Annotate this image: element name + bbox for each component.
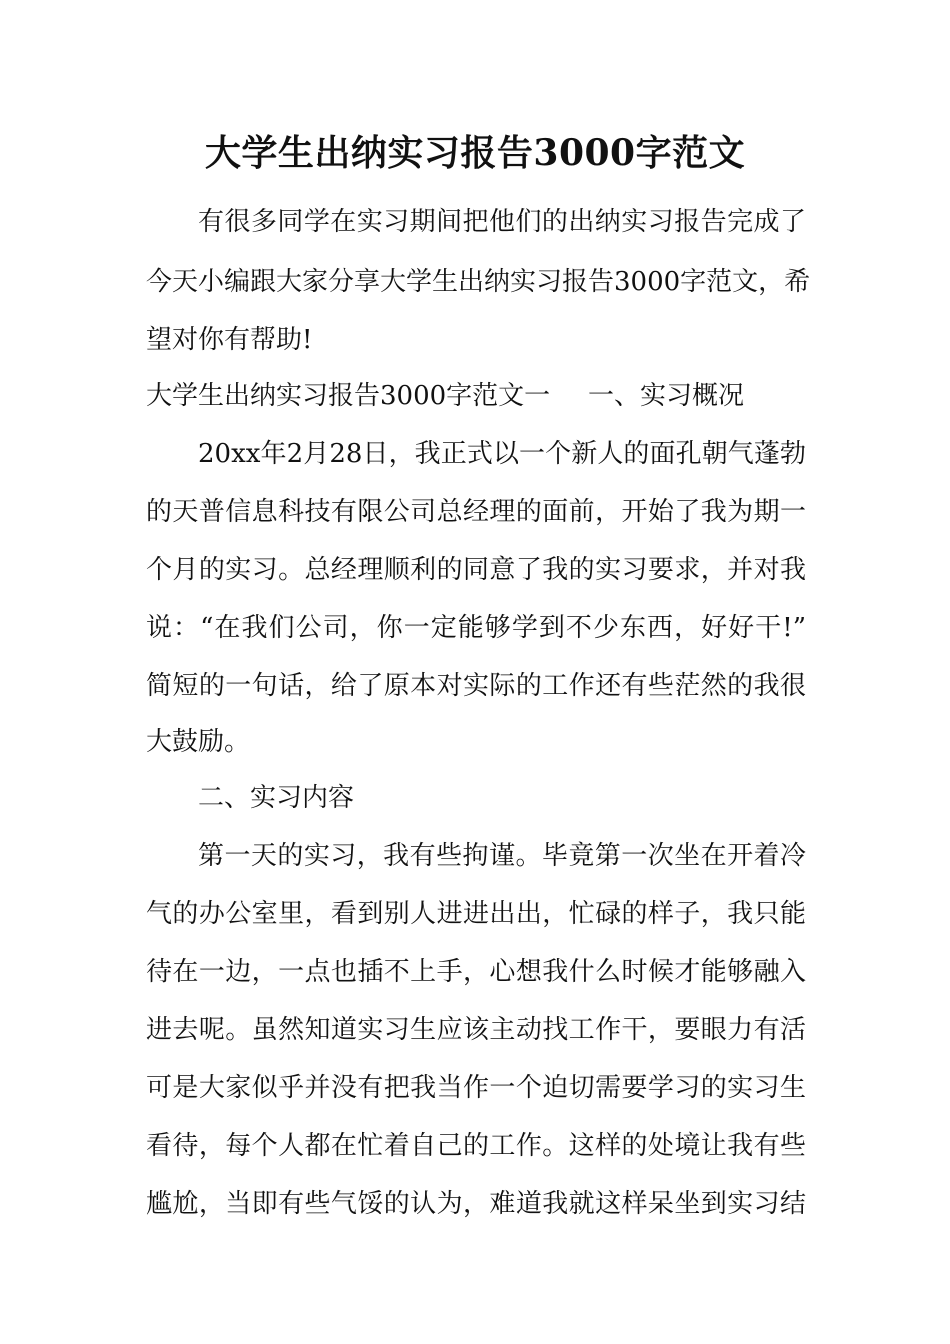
section-one-heading: 一、实习概况 [588,381,745,411]
content-line: 待在一边，一点也插不上手，心想我什么时候才能够融入 [146,957,806,987]
overview-line: 大鼓励。 [146,727,251,757]
overview-line: 20xx年2月28日，我正式以一个新人的面孔朝气蓬勃 [198,439,806,469]
content-line: 看待，每个人都在忙着自己的工作。这样的处境让我有些 [146,1131,806,1161]
intro-line: 有很多同学在实习期间把他们的出纳实习报告完成了 [198,207,806,237]
content-line: 第一天的实习，我有些拘谨。毕竟第一次坐在开着冷 [198,841,806,871]
content-line: 可是大家似乎并没有把我当作一个迫切需要学习的实习生 [146,1073,806,1103]
content-line: 进去呢。虽然知道实习生应该主动找工作干，要眼力有活 [146,1015,806,1045]
overview-line: 说：“在我们公司，你一定能够学到不少东西，好好干!” [146,613,806,643]
section-two-heading: 二、实习内容 [198,783,355,813]
overview-line: 简短的一句话，给了原本对实际的工作还有些茫然的我很 [146,671,806,701]
document-title: 大学生出纳实习报告3000字范文 [204,132,746,174]
intro-line: 今天小编跟大家分享大学生出纳实习报告3000字范文，希 [146,267,811,297]
content-line: 尴尬，当即有些气馁的认为，难道我就这样呆坐到实习结 [146,1189,806,1219]
overview-line: 的天普信息科技有限公司总经理的面前，开始了我为期一 [146,497,806,527]
article-heading: 大学生出纳实习报告3000字范文一 [146,381,551,411]
content-line: 气的办公室里，看到别人进进出出，忙碌的样子，我只能 [146,899,806,929]
overview-line: 个月的实习。总经理顺利的同意了我的实习要求，并对我 [146,555,806,585]
intro-line: 望对你有帮助! [146,325,313,355]
